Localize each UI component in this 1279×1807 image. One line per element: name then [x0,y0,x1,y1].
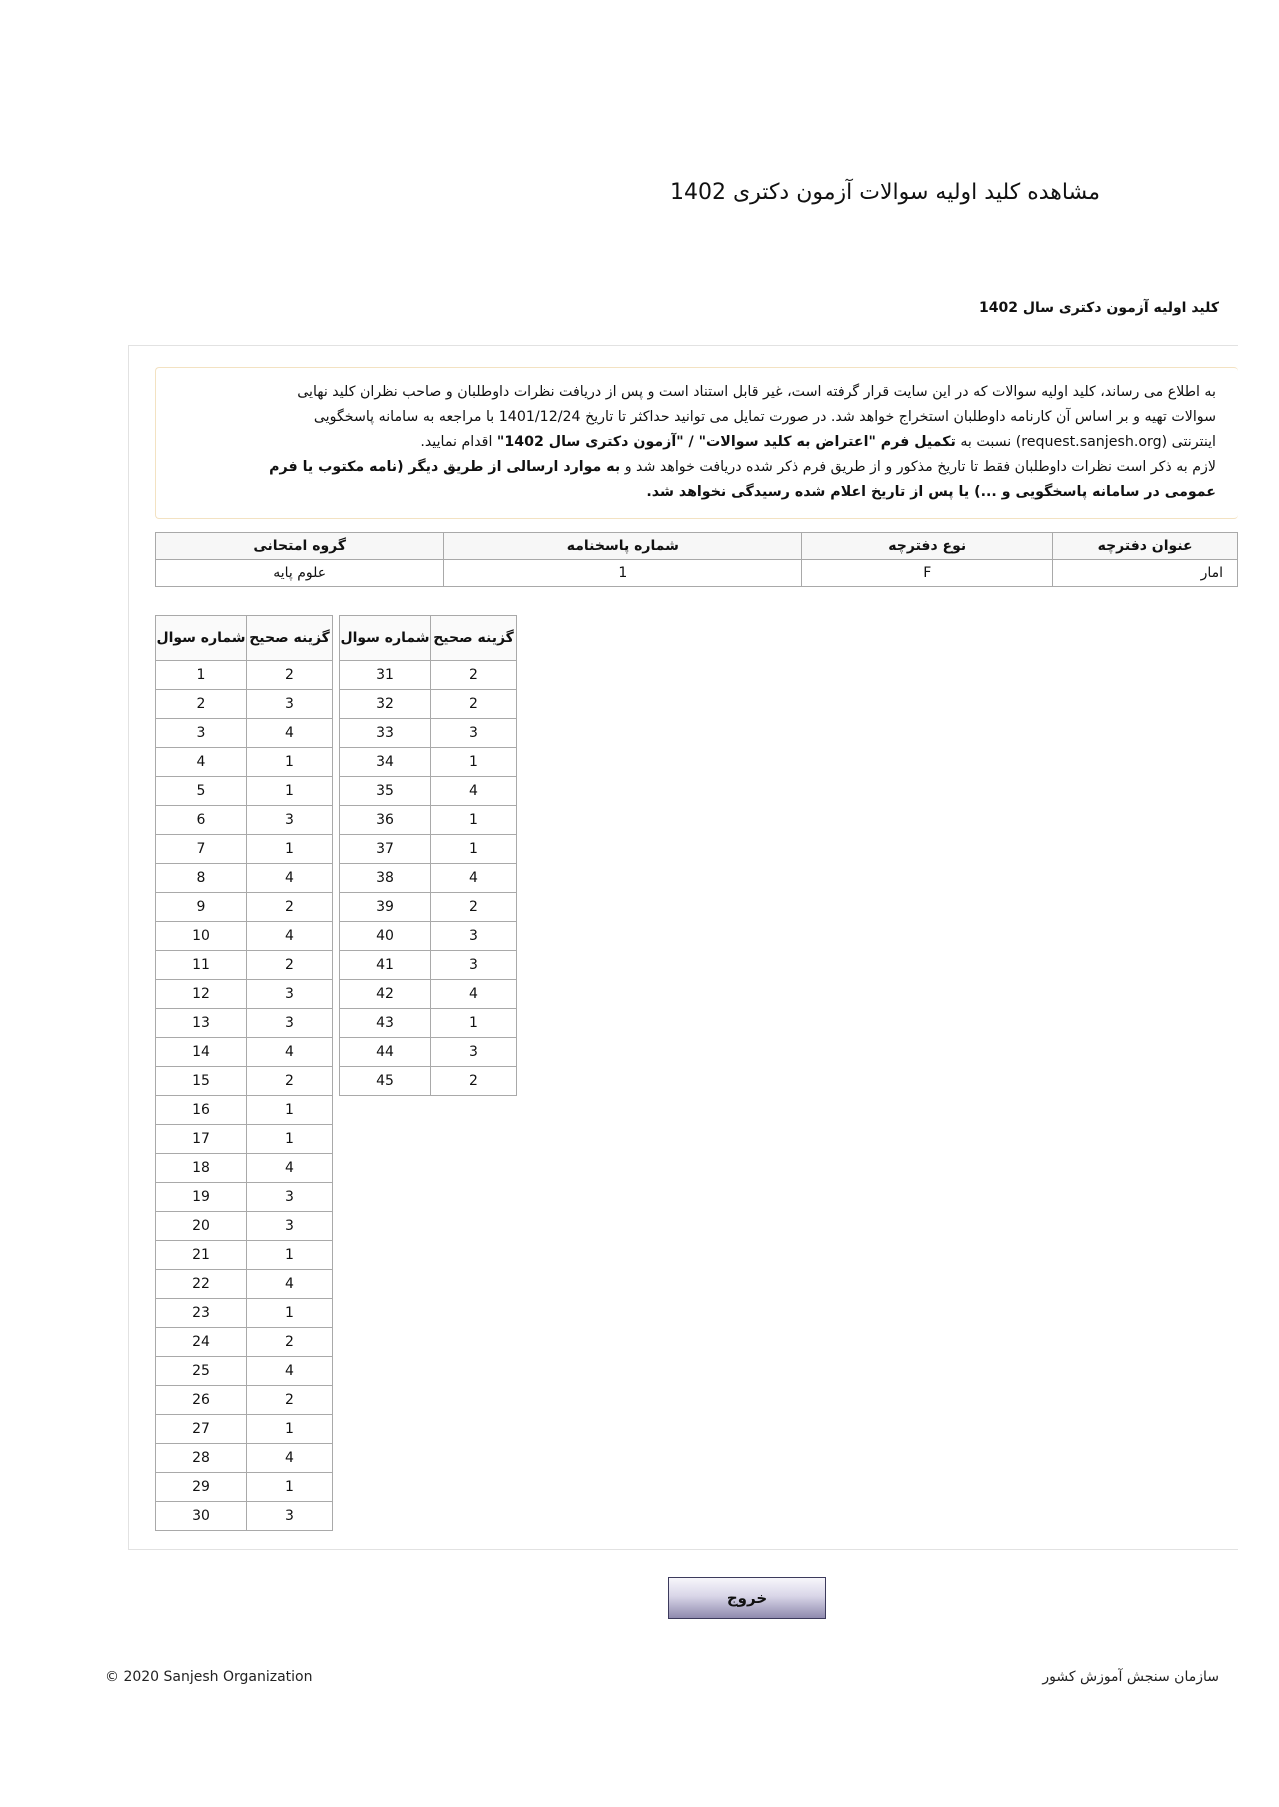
correct-option-cell: 4 [247,1038,333,1067]
correct-option-cell: 3 [247,1212,333,1241]
question-number-cell: 33 [340,719,431,748]
table-row [156,1067,333,1096]
table-row [340,922,517,951]
notice-box [155,367,1238,519]
question-number-cell: 3 [156,719,247,748]
correct-option-cell: 3 [247,690,333,719]
correct-option-cell: 2 [431,1067,517,1096]
correct-option-cell: 3 [247,1183,333,1212]
question-number-cell: 27 [156,1415,247,1444]
table-row [156,1328,333,1357]
correct-option-cell: 1 [247,777,333,806]
question-number-cell: 20 [156,1212,247,1241]
table-row [156,1212,333,1241]
table-row [156,1357,333,1386]
question-number-cell: 22 [156,1270,247,1299]
exit-button[interactable]: خروج [668,1577,826,1619]
table-row [340,951,517,980]
question-number-cell: 40 [340,922,431,951]
footer-copyright: © 2020 Sanjesh Organization [105,1669,313,1685]
correct-option-cell: 3 [247,1502,333,1531]
correct-option-cell: 2 [247,893,333,922]
table-row [340,690,517,719]
correct-option-cell: 4 [431,980,517,1009]
correct-option-cell: 1 [247,748,333,777]
table-row [156,806,333,835]
notice-line-4 [164,455,1216,480]
header-question-number: شماره سوال [156,616,247,661]
notice-form-name: تکمیل فرم "اعتراض به کلید سوالات" / "آزمون دکتری سال 1402" [496,434,956,450]
correct-option-cell: 1 [247,1415,333,1444]
question-number-cell: 10 [156,922,247,951]
question-number-cell: 19 [156,1183,247,1212]
table-row [340,1038,517,1067]
correct-option-cell: 3 [431,922,517,951]
correct-option-cell: 2 [431,893,517,922]
header-exam-group: گروه امتحانی [156,533,444,560]
question-number-cell: 8 [156,864,247,893]
question-number-cell: 14 [156,1038,247,1067]
table-row [156,864,333,893]
notice-line-3 [164,430,1216,455]
question-number-cell: 31 [340,661,431,690]
correct-option-cell: 1 [247,1473,333,1502]
notice-line-5-bold: عمومی در سامانه پاسخگویی و ...) یا پس از تاریخ اعلام شده رسیدگی نخواهد شد. [646,484,1216,500]
notice-line-2: سوالات تهیه و بر اساس آن کارنامه داوطلبان استخراج خواهد شد. در صورت تمایل می توانید حداکثر تا تاریخ 1401/12/24 با مراجعه به سامانه پاسخگویی [313,409,1216,425]
question-number-cell: 5 [156,777,247,806]
correct-option-cell: 3 [431,1038,517,1067]
correct-option-cell: 4 [247,1357,333,1386]
table-row [156,951,333,980]
question-number-cell: 30 [156,1502,247,1531]
correct-option-cell: 4 [247,864,333,893]
question-number-cell: 21 [156,1241,247,1270]
question-number-cell: 38 [340,864,431,893]
correct-option-cell: 1 [247,1125,333,1154]
answer-key-table-1 [155,615,333,1531]
table-row [156,1299,333,1328]
table-row [156,980,333,1009]
correct-option-cell: 4 [247,1270,333,1299]
question-number-cell: 29 [156,1473,247,1502]
question-number-cell: 18 [156,1154,247,1183]
header-question-number: شماره سوال [340,616,431,661]
table-row [156,922,333,951]
correct-option-cell: 3 [431,719,517,748]
correct-option-cell: 2 [431,690,517,719]
correct-option-cell: 1 [431,1009,517,1038]
table-row [156,893,333,922]
correct-option-cell: 2 [247,661,333,690]
table-row [156,1125,333,1154]
header-answer-sheet-number: شماره پاسخنامه [444,533,802,560]
question-number-cell: 43 [340,1009,431,1038]
table-row [340,893,517,922]
table-row [340,1067,517,1096]
correct-option-cell: 4 [431,864,517,893]
table-row [340,719,517,748]
answer-sheet-number-value: 1 [444,560,802,587]
question-number-cell: 2 [156,690,247,719]
question-number-cell: 24 [156,1328,247,1357]
table-row [340,661,517,690]
exam-heading: کلید اولیه آزمون دکتری سال 1402 [979,300,1219,316]
question-number-cell: 23 [156,1299,247,1328]
table-row [156,1444,333,1473]
question-number-cell: 1 [156,661,247,690]
question-number-cell: 9 [156,893,247,922]
correct-option-cell: 2 [247,951,333,980]
question-number-cell: 6 [156,806,247,835]
notice-line-4-bold: به موارد ارسالی از طریق دیگر (نامه مکتوب یا فرم [269,459,621,475]
question-number-cell: 4 [156,748,247,777]
question-number-cell: 11 [156,951,247,980]
question-number-cell: 37 [340,835,431,864]
correct-option-cell: 4 [247,719,333,748]
notice-line-4-text: لازم به ذکر است نظرات داوطلبان فقط تا تاریخ مذکور و از طریق فرم ذکر شده دریافت خواهد شد و [620,459,1216,475]
question-number-cell: 41 [340,951,431,980]
table-row [340,1009,517,1038]
header-booklet-title: عنوان دفترچه [1053,533,1238,560]
table-row [156,1270,333,1299]
table-row [340,835,517,864]
correct-option-cell: 2 [431,661,517,690]
correct-option-cell: 3 [247,980,333,1009]
table-row [340,748,517,777]
correct-option-cell: 4 [247,1444,333,1473]
table-row [340,806,517,835]
correct-option-cell: 1 [431,806,517,835]
question-number-cell: 34 [340,748,431,777]
question-number-cell: 13 [156,1009,247,1038]
question-number-cell: 44 [340,1038,431,1067]
table-row [156,560,1238,587]
question-number-cell: 26 [156,1386,247,1415]
notice-line-3-end: اقدام نمایید. [420,434,497,450]
table-row [340,777,517,806]
notice-line-3-text: اینترنتی (request.sanjesh.org) نسبت به [955,434,1216,450]
question-number-cell: 25 [156,1357,247,1386]
question-number-cell: 36 [340,806,431,835]
notice-line-1: به اطلاع می رساند، کلید اولیه سوالات که در این سایت قرار گرفته است، غیر قابل استناد است و پس از دریافت نظرات داوطلبان و صاحب نظران کلید نهایی [297,384,1216,400]
correct-option-cell: 3 [431,951,517,980]
correct-option-cell: 4 [431,777,517,806]
correct-option-cell: 1 [247,1096,333,1125]
exam-group-value: علوم پایه [156,560,444,587]
question-number-cell: 45 [340,1067,431,1096]
correct-option-cell: 2 [247,1386,333,1415]
question-number-cell: 39 [340,893,431,922]
question-number-cell: 15 [156,1067,247,1096]
notice-line-5 [164,480,1216,505]
correct-option-cell: 3 [247,806,333,835]
table-row [156,661,333,690]
table-row [340,980,517,1009]
table-row [156,835,333,864]
question-number-cell: 12 [156,980,247,1009]
question-number-cell: 28 [156,1444,247,1473]
header-booklet-type: نوع دفترچه [802,533,1053,560]
table-row [156,1096,333,1125]
header-correct-option: گزینه صحیح [431,616,517,661]
correct-option-cell: 2 [247,1067,333,1096]
table-row [156,1241,333,1270]
correct-option-cell: 1 [247,1299,333,1328]
booklet-title-value: امار [1053,560,1238,587]
table-row [156,1415,333,1444]
table-row [156,719,333,748]
answer-key-table-2 [339,615,517,1096]
question-number-cell: 17 [156,1125,247,1154]
correct-option-cell: 3 [247,1009,333,1038]
correct-option-cell: 1 [431,748,517,777]
table-row [156,748,333,777]
table-row [156,1502,333,1531]
question-number-cell: 16 [156,1096,247,1125]
correct-option-cell: 1 [431,835,517,864]
table-row [156,1154,333,1183]
correct-option-cell: 1 [247,1241,333,1270]
table-row [340,864,517,893]
footer-organization: سازمان سنجش آموزش کشور [1042,1669,1219,1685]
table-row [156,777,333,806]
question-number-cell: 32 [340,690,431,719]
table-row [156,1473,333,1502]
correct-option-cell: 2 [247,1328,333,1357]
correct-option-cell: 4 [247,1154,333,1183]
table-row [156,1038,333,1067]
question-number-cell: 42 [340,980,431,1009]
question-number-cell: 35 [340,777,431,806]
table-row [156,1386,333,1415]
booklet-type-value: F [802,560,1053,587]
correct-option-cell: 1 [247,835,333,864]
page-title: مشاهده کلید اولیه سوالات آزمون دکتری 1402 [669,180,1100,205]
table-row [156,1009,333,1038]
table-row [156,690,333,719]
booklet-info-table [155,532,1238,587]
table-row [156,1183,333,1212]
question-number-cell: 7 [156,835,247,864]
header-correct-option: گزینه صحیح [247,616,333,661]
correct-option-cell: 4 [247,922,333,951]
